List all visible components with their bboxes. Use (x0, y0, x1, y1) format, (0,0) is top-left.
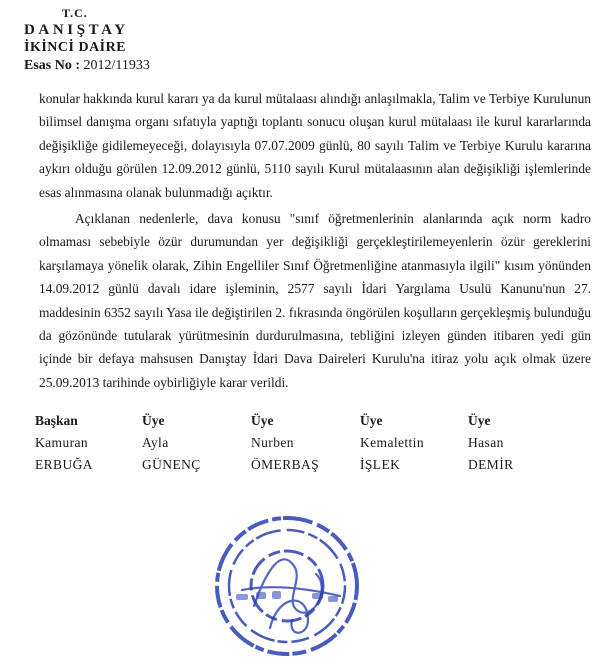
signature-first-name: Kamuran (35, 435, 89, 450)
signature-title: Üye (142, 413, 165, 428)
case-number-value: 2012/11933 (83, 58, 150, 73)
signature-member-1 (142, 410, 201, 476)
signature-title: Üye (360, 413, 383, 428)
signature-surname: GÜNENÇ (142, 457, 201, 472)
decision-text (39, 87, 591, 394)
signature-first-name: Kemalettin (360, 435, 424, 450)
paragraph-1: konular hakkında kurul kararı ya da kurul mütalaası alındığı anlaşılmakla, Talim ve Terbiye Kurulunun bilimsel danışma organı sıfatıyla yaptığı toplantı sonucu oluşan kurul mütalaası ile kurul kararlarında değişikliğe gidilemeyeceği, dolayısıyla 07.07.2009 günlü, 80 sayılı Talim ve Terbiye Kurulu kararına aykırı olduğu görülen 12.09.2012 günlü, 5110 sayılı Kurul mütalaasının alan değişikliği işlemlerinde esas alınmasına olanak bulunmadığı açıktır. (39, 91, 591, 200)
signature-president (35, 410, 93, 476)
signature-member-2 (251, 410, 319, 476)
signature-member-4 (468, 410, 514, 476)
signature-first-name: Nurben (251, 435, 294, 450)
signature-title: Başkan (35, 413, 78, 428)
signature-title: Üye (251, 413, 274, 428)
signature-member-3 (360, 410, 424, 476)
case-number-label: Esas No : (24, 58, 81, 73)
official-seal-stamp (212, 508, 362, 660)
case-number (24, 58, 150, 74)
signature-first-name: Hasan (468, 435, 504, 450)
signature-surname: DEMİR (468, 457, 514, 472)
paragraph-2: Açıklanan nedenlerle, dava konusu "sınıf öğretmenlerinin alanlarında açık norm kadro olmaması sebebiyle özür durumundan yer değişikliği gerçekleştirilemeyenlerin özür gereklerini karşılamaya yönelik olarak, Zihin Engelliler Sınıf Öğretmenliğine atanmasıyla ilgili" kısım yönünden 14.09.2012 günlü davalı idare işleminin, 2577 sayılı İdari Yargılama Usulü Kanunu'nun 27. maddesinin 6352 sayılı Yasa ile değiştirilen 2. fıkrasında öngörülen koşulların gerçekleşmiş bulunduğu da gözönünde tutularak yürütmesinin durdurulmasına, tebliğini izleyen günden itibaren yedi gün içinde bir defaya mahsusen Danıştay İdari Dava Daireleri Kurulu'na itiraz yolu açık olmak üzere 25.09.2013 tarihinde oybirliğiyle karar verildi. (39, 211, 591, 390)
signature-surname: İŞLEK (360, 457, 401, 472)
signature-first-name: Ayla (142, 435, 169, 450)
signature-surname: ÖMERBAŞ (251, 457, 320, 472)
chamber-name: İKİNCİ DAİRE (24, 40, 127, 55)
signature-surname: ERBUĞA (35, 457, 93, 472)
court-name: DANIŞTAY (24, 22, 129, 38)
seal-rings (217, 518, 357, 654)
tc-label: T.C. (62, 6, 88, 20)
signature-title: Üye (468, 413, 491, 428)
